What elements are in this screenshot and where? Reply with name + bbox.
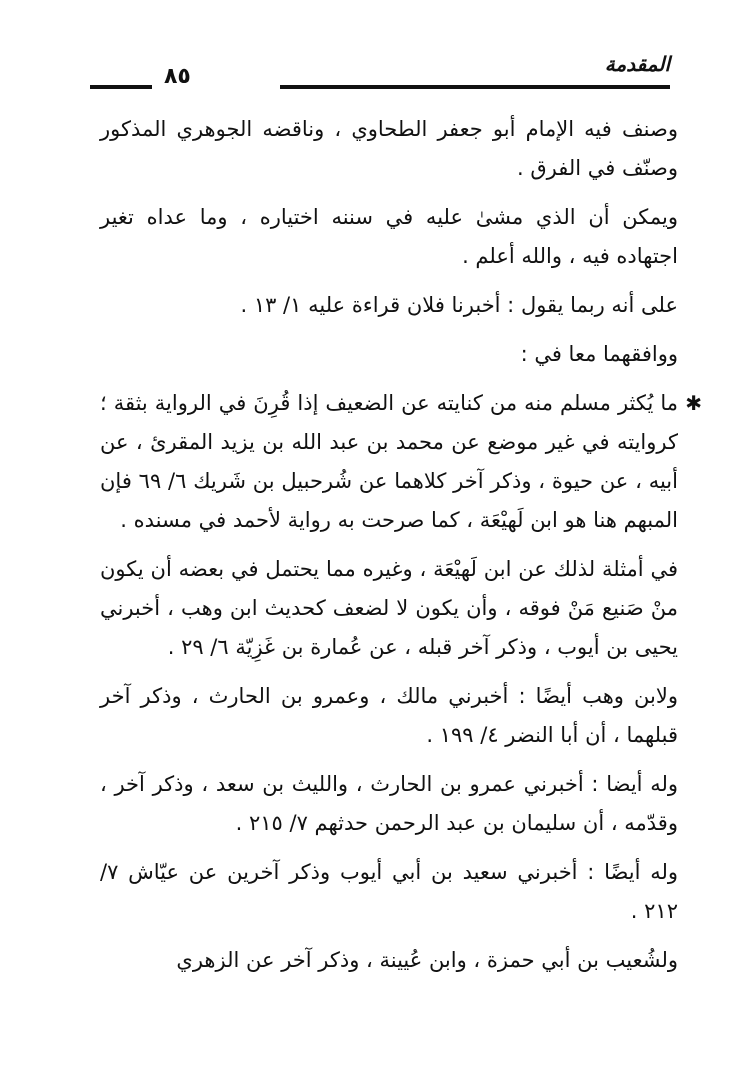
paragraph: ويمكن أن الذي مشىٰ عليه في سننه اختياره ، وما عداه تغير اجتهاده فيه ، والله أعلم . xyxy=(100,205,678,268)
chapter-title: المقدمة xyxy=(604,52,670,76)
paragraph: وله أيضا : أخبرني عمرو بن الحارث ، والليث بن سعد ، وذكر آخر ، وقدّمه ، أن سليمان بن عبد الرحمن حدثهم ٧/ ٢١٥ . xyxy=(100,772,678,835)
header-rule xyxy=(280,85,670,89)
paragraph: على أنه ربما يقول : أخبرنا فلان قراءة عليه ١/ ١٣ . xyxy=(240,293,678,317)
paragraph: في أمثلة لذلك عن ابن لَهيْعَة ، وغيره مما يحتمل في بعضه أن يكون منْ صَنيع مَنْ فوقه ، وأن يكون لا لضعف كحديث ابن وهب ، أخبرني يحيى بن أيوب ، وذكر آخر قبله ، عن عُمارة بن غَزِيّة ٦/ ٢٩ . xyxy=(100,557,678,659)
page-header xyxy=(90,52,670,88)
paragraph: ولابن وهب أيضًا : أخبرني مالك ، وعمرو بن الحارث ، وذكر آخر قبلهما ، أن أبا النضر ٤/ ١٩٩ . xyxy=(100,684,678,747)
page-body xyxy=(100,110,702,990)
paragraph-text: ما يُكثر مسلم منه من كنايته عن الضعيف إذا قُرِنَ في الرواية بثقة ؛ كروايته في غير موضع عن محمد بن عبد الله بن يزيد المقرئ ، عن أبيه ، عن حيوة ، وذكر آخر كلاهما عن شُرحبيل بن شَريك ٦/ ٦٩ فإن المبهم هنا هو ابن لَهيْعَة ، كما صرحت به رواية لأحمد في مسنده . xyxy=(100,391,678,532)
star-icon: ✱ xyxy=(685,391,702,415)
paragraph: ووافقهما معا في : xyxy=(520,342,678,366)
header-rule-short xyxy=(90,85,152,89)
paragraph: ولشُعيب بن أبي حمزة ، وابن عُيينة ، وذكر آخر عن الزهري xyxy=(176,948,678,972)
page-number: ٨٥ xyxy=(164,64,191,89)
paragraph: وله أيضًا : أخبرني سعيد بن أبي أيوب وذكر آخرين عن عيّاش ٧/ ٢١٢ . xyxy=(100,860,678,923)
starred-paragraph xyxy=(100,384,702,540)
paragraph: وصنف فيه الإمام أبو جعفر الطحاوي ، وناقضه الجوهري المذكور وصنّف في الفرق . xyxy=(100,117,678,180)
